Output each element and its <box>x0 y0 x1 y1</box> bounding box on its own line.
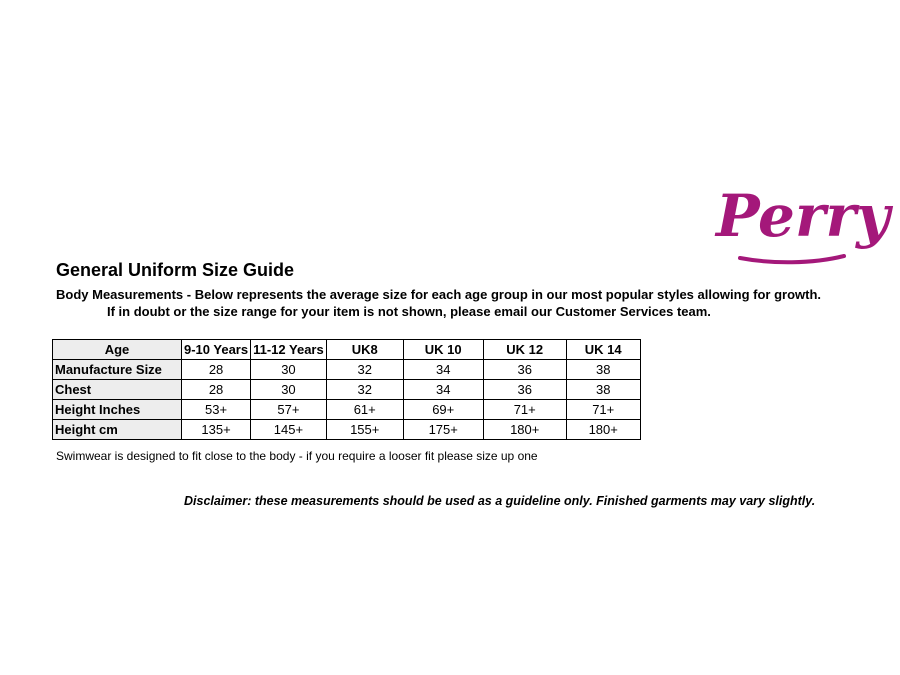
row-label-manufacture-size: Manufacture Size <box>53 360 182 380</box>
perry-logo-text: Perry <box>716 182 890 250</box>
header-uk14: UK 14 <box>566 340 640 360</box>
table-cell: 53+ <box>182 400 251 420</box>
table-cell: 71+ <box>483 400 566 420</box>
header-uk8: UK8 <box>326 340 403 360</box>
table-cell: 71+ <box>566 400 640 420</box>
table-cell: 61+ <box>326 400 403 420</box>
table-header-row <box>53 340 641 360</box>
table-row <box>53 380 641 400</box>
table-cell: 28 <box>182 360 251 380</box>
row-label-chest: Chest <box>53 380 182 400</box>
table-cell: 38 <box>566 360 640 380</box>
header-uk12: UK 12 <box>483 340 566 360</box>
table-cell: 34 <box>403 360 483 380</box>
intro-text-continued: If in doubt or the size range for your item is not shown, please email our Customer Services team. <box>107 304 711 319</box>
header-age: Age <box>53 340 182 360</box>
table-cell: 57+ <box>251 400 327 420</box>
swimwear-note: Swimwear is designed to fit close to the body - if you require a looser fit please size up one <box>56 449 538 463</box>
row-label-height-cm: Height cm <box>53 420 182 440</box>
header-uk10: UK 10 <box>403 340 483 360</box>
table-cell: 155+ <box>326 420 403 440</box>
table-row <box>53 420 641 440</box>
table-cell: 28 <box>182 380 251 400</box>
row-label-height-inches: Height Inches <box>53 400 182 420</box>
table-cell: 69+ <box>403 400 483 420</box>
intro-text: Body Measurements - Below represents the average size for each age group in our most popular styles allowing for growth. <box>56 287 822 302</box>
table-cell: 180+ <box>566 420 640 440</box>
table-cell: 34 <box>403 380 483 400</box>
table-cell: 135+ <box>182 420 251 440</box>
table-row <box>53 360 641 380</box>
table-cell: 32 <box>326 380 403 400</box>
page-title: General Uniform Size Guide <box>56 260 295 280</box>
header-11-12-years: 11-12 Years <box>251 340 327 360</box>
size-table <box>52 339 641 440</box>
table-cell: 36 <box>483 380 566 400</box>
table-cell: 180+ <box>483 420 566 440</box>
table-cell: 30 <box>251 380 327 400</box>
disclaimer-text: Disclaimer: these measurements should be used as a guideline only. Finished garments may vary slightly. <box>184 494 816 508</box>
logo-swash <box>740 256 844 262</box>
table-cell: 175+ <box>403 420 483 440</box>
table-cell: 145+ <box>251 420 327 440</box>
table-cell: 36 <box>483 360 566 380</box>
table-row <box>53 400 641 420</box>
header-9-10-years: 9-10 Years <box>182 340 251 360</box>
perry-logo <box>712 172 890 268</box>
table-cell: 30 <box>251 360 327 380</box>
table-cell: 38 <box>566 380 640 400</box>
table-cell: 32 <box>326 360 403 380</box>
